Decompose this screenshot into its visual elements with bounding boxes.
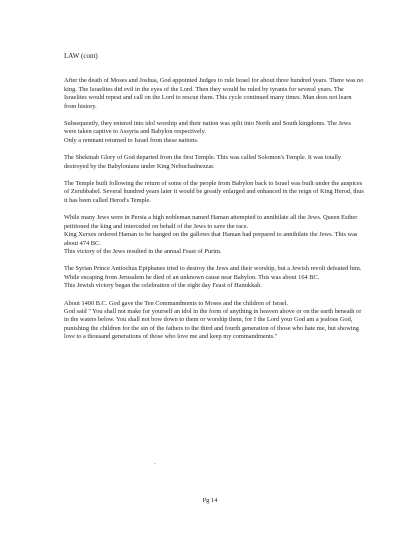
paragraph-ten-commandments: About 1400 B.C. God gave the Ten Commandments to Moses and the children of Israel. God said " You shall not make for yourself an idol in the form of anything in heaven above or on the earth beneath or in the waters below. You shall not bow down to them or worship them, for I the Lord your God am a jealous God, punishing the children for the sin of the fathers to the third and fourth generation of those who hate me, but showing love to a thousand generations of those who love me and keep my commandments." bbox=[64, 299, 362, 341]
paragraph-purim: While many Jews were in Persia a high nobleman named Haman attempted to annihilate all the Jews. Queen Esther petitioned the king and interceded on behalf of the Jews to save the race. King Xerxes ordered Haman to be hanged on the gallows that Haman had prepared to annihilate the Jews. This was about 474 BC. This victory of the Jews resulted in the annual Feast of Purim. bbox=[64, 214, 358, 255]
paragraph-hanukkah: The Syrian Prince Antiochus Epiphanes tried to destroy the Jews and their worship, but a Jewish revolt defeated him. While escaping from Jerusalem he died of an unknown cause near Babylon. This was about 164 BC. This Jewish victory began the celebration of the eight day Feast of Hanukkah. bbox=[64, 265, 362, 290]
page-number: Pg 14 bbox=[202, 497, 218, 504]
paragraph-first-temple: The Shekinah Glory of God departed from the first Temple. This was called Solomon's Temple. It was totally destroyed by the Babylonians under King Nebuchadnezzar. bbox=[64, 154, 342, 170]
paragraph-second-temple: The Temple built following the return of some of the people from Babylon back to Israel was built under the auspices of Zerubbabel. Several hundred years later it would be greatly enlarged and enhanced in the reign of King Herod, thus it has been called Herod's Temple. bbox=[64, 180, 364, 204]
stray-mark: - bbox=[154, 462, 156, 467]
document-body bbox=[64, 52, 364, 342]
paragraph-kingdoms: Subsequently, they entered into idol worship and their nation was split into North and South kingdoms. The Jews were taken captive to Assyria and Babylon respectively. Only a remnant returned to Israel from these nations. bbox=[64, 120, 351, 144]
section-heading: LAW (cont) bbox=[64, 52, 98, 60]
paragraph-judges: After the death of Moses and Joshua, God appointed Judges to rule Israel for about three hundred years. There was no king. The Israelites did evil in the eyes of the Lord. Then they would be ruled by tyrants for several years. The Israelites would repeat and call on the Lord to rescue them. This cycle continued many times. Man does not learn from history. bbox=[64, 77, 364, 110]
